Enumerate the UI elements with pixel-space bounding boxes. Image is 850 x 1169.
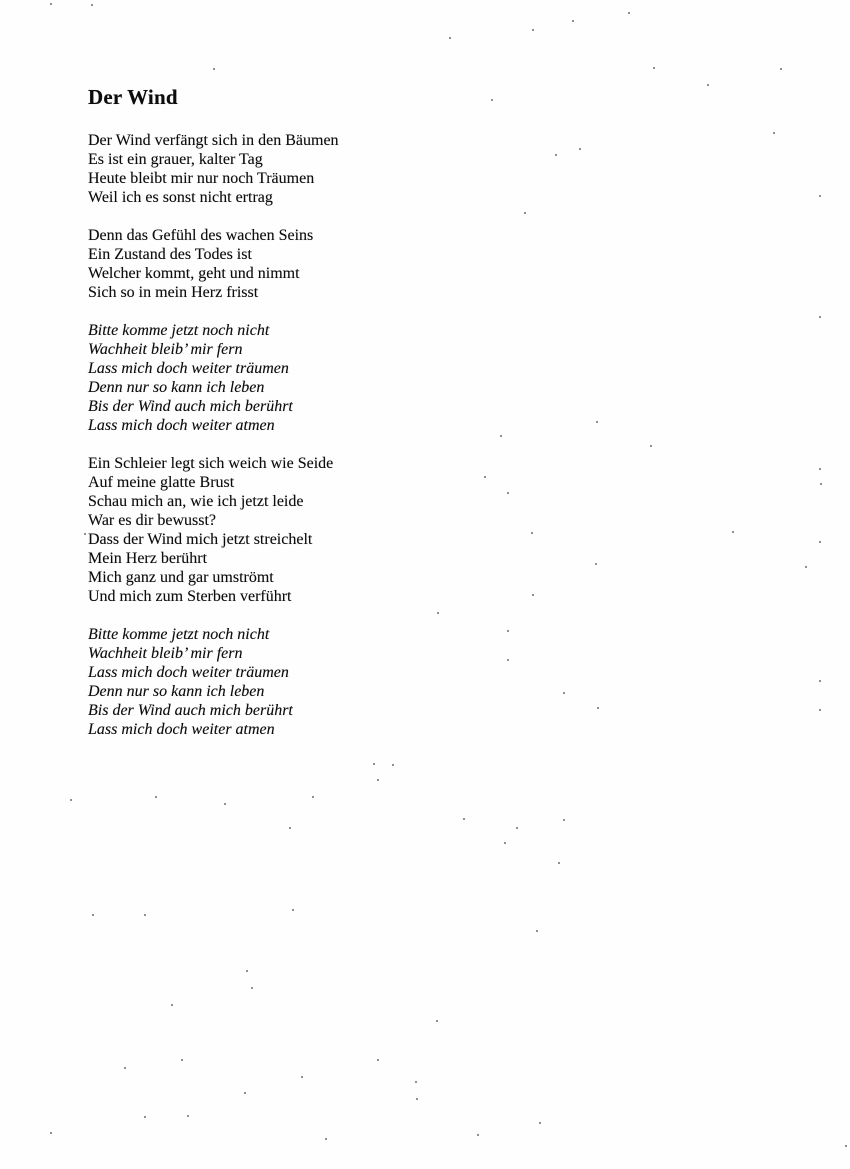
poem-line: Lass mich doch weiter atmen bbox=[88, 721, 275, 738]
scan-speck bbox=[707, 84, 709, 86]
scan-speck bbox=[377, 779, 379, 781]
scan-speck bbox=[819, 468, 821, 470]
scan-speck bbox=[579, 148, 581, 150]
scan-speck bbox=[780, 68, 782, 70]
scan-speck bbox=[416, 1098, 418, 1100]
scan-speck bbox=[155, 796, 157, 798]
scan-speck bbox=[524, 212, 526, 214]
scan-speck bbox=[563, 819, 565, 821]
poem-line: Und mich zum Sterben verführt bbox=[88, 588, 292, 605]
scan-speck bbox=[732, 531, 734, 533]
scan-speck bbox=[292, 909, 294, 911]
poem-line: Der Wind verfängt sich in den Bäumen bbox=[88, 132, 339, 149]
scan-speck bbox=[463, 818, 465, 820]
scan-speck bbox=[500, 435, 502, 437]
poem-line: Es ist ein grauer, kalter Tag bbox=[88, 151, 263, 168]
scan-speck bbox=[507, 492, 509, 494]
poem-line: Schau mich an, wie ich jetzt leide bbox=[88, 493, 304, 510]
scan-speck bbox=[91, 4, 93, 6]
scan-speck bbox=[50, 3, 52, 5]
scan-speck bbox=[563, 692, 565, 694]
scan-speck bbox=[819, 709, 821, 711]
poem-line: Mich ganz und gar umströmt bbox=[88, 569, 274, 586]
scan-speck bbox=[507, 659, 509, 661]
scan-speck bbox=[819, 541, 821, 543]
poem-line: Bitte komme jetzt noch nicht bbox=[88, 322, 270, 339]
poem-line: Bis der Wind auch mich berührt bbox=[88, 702, 293, 719]
scan-speck bbox=[516, 827, 518, 829]
scan-speck bbox=[251, 987, 253, 989]
scan-speck bbox=[595, 563, 597, 565]
scan-speck bbox=[289, 827, 291, 829]
scan-speck bbox=[70, 799, 72, 801]
scan-speck bbox=[301, 1076, 303, 1078]
poem-line: Denn das Gefühl des wachen Seins bbox=[88, 227, 314, 244]
poem-line: Bis der Wind auch mich berührt bbox=[88, 398, 293, 415]
poem-line: Wachheit bleib’ mir fern bbox=[88, 645, 243, 662]
stanza bbox=[88, 131, 568, 207]
poem-line: Weil ich es sonst nicht ertrag bbox=[88, 189, 273, 206]
scan-speck bbox=[377, 1059, 379, 1061]
scan-speck bbox=[504, 842, 506, 844]
scan-speck bbox=[819, 195, 821, 197]
poem bbox=[88, 85, 568, 758]
scan-speck bbox=[436, 1020, 438, 1022]
scan-speck bbox=[650, 445, 652, 447]
scan-speck bbox=[536, 930, 538, 932]
scan-speck bbox=[181, 1059, 183, 1061]
scan-speck bbox=[507, 630, 509, 632]
scan-speck bbox=[392, 764, 394, 766]
scan-speck bbox=[532, 29, 534, 31]
scan-speck bbox=[144, 1116, 146, 1118]
scan-speck bbox=[845, 1145, 847, 1147]
scan-speck bbox=[539, 1122, 541, 1124]
scan-speck bbox=[773, 132, 775, 134]
scan-speck bbox=[84, 533, 86, 535]
scan-speck bbox=[805, 566, 807, 568]
poem-line: Lass mich doch weiter träumen bbox=[88, 360, 289, 377]
scan-speck bbox=[50, 1132, 52, 1134]
scan-speck bbox=[449, 37, 451, 39]
scan-speck bbox=[224, 803, 226, 805]
scan-speck bbox=[572, 20, 574, 22]
scan-speck bbox=[312, 796, 314, 798]
scan-speck bbox=[491, 99, 493, 101]
poem-title: Der Wind bbox=[88, 85, 178, 109]
scan-speck bbox=[144, 914, 146, 916]
scan-speck bbox=[819, 316, 821, 318]
scan-speck bbox=[532, 594, 534, 596]
stanza bbox=[88, 625, 568, 739]
poem-line: Wachheit bleib’ mir fern bbox=[88, 341, 243, 358]
scan-speck bbox=[484, 476, 486, 478]
scan-speck bbox=[246, 970, 248, 972]
scan-speck bbox=[124, 1067, 126, 1069]
scan-speck bbox=[820, 483, 822, 485]
scan-speck bbox=[555, 154, 557, 156]
poem-line: War es dir bewusst? bbox=[88, 512, 217, 529]
scan-speck bbox=[819, 680, 821, 682]
scan-speck bbox=[531, 532, 533, 534]
poem-line: Denn nur so kann ich leben bbox=[88, 683, 265, 700]
poem-body bbox=[88, 131, 568, 739]
poem-line: Bitte komme jetzt noch nicht bbox=[88, 626, 270, 643]
poem-line: Auf meine glatte Brust bbox=[88, 474, 235, 491]
scan-speck bbox=[92, 914, 94, 916]
poem-line: Welcher kommt, geht und nimmt bbox=[88, 265, 300, 282]
poem-line: Lass mich doch weiter träumen bbox=[88, 664, 289, 681]
scan-speck bbox=[437, 612, 439, 614]
scan-speck bbox=[373, 763, 375, 765]
scan-speck bbox=[187, 1115, 189, 1117]
scan-speck bbox=[477, 1134, 479, 1136]
scan-speck bbox=[558, 862, 560, 864]
stanza bbox=[88, 454, 568, 606]
scan-speck bbox=[213, 68, 215, 70]
scan-speck bbox=[415, 1081, 417, 1083]
poem-line: Lass mich doch weiter atmen bbox=[88, 417, 275, 434]
scan-speck bbox=[596, 421, 598, 423]
scan-speck bbox=[171, 1004, 173, 1006]
scan-speck bbox=[653, 67, 655, 69]
scan-speck bbox=[597, 707, 599, 709]
scan-speck bbox=[244, 1092, 246, 1094]
scan-speck bbox=[325, 1138, 327, 1140]
poem-line: Sich so in mein Herz frisst bbox=[88, 284, 259, 301]
poem-line: Ein Schleier legt sich weich wie Seide bbox=[88, 455, 334, 472]
stanza bbox=[88, 226, 568, 302]
poem-line: Ein Zustand des Todes ist bbox=[88, 246, 252, 263]
poem-line: Dass der Wind mich jetzt streichelt bbox=[88, 531, 313, 548]
stanza bbox=[88, 321, 568, 435]
poem-line: Heute bleibt mir nur noch Träumen bbox=[88, 170, 315, 187]
poem-line: Denn nur so kann ich leben bbox=[88, 379, 265, 396]
scan-speck bbox=[628, 12, 630, 14]
poem-line: Mein Herz berührt bbox=[88, 550, 208, 567]
